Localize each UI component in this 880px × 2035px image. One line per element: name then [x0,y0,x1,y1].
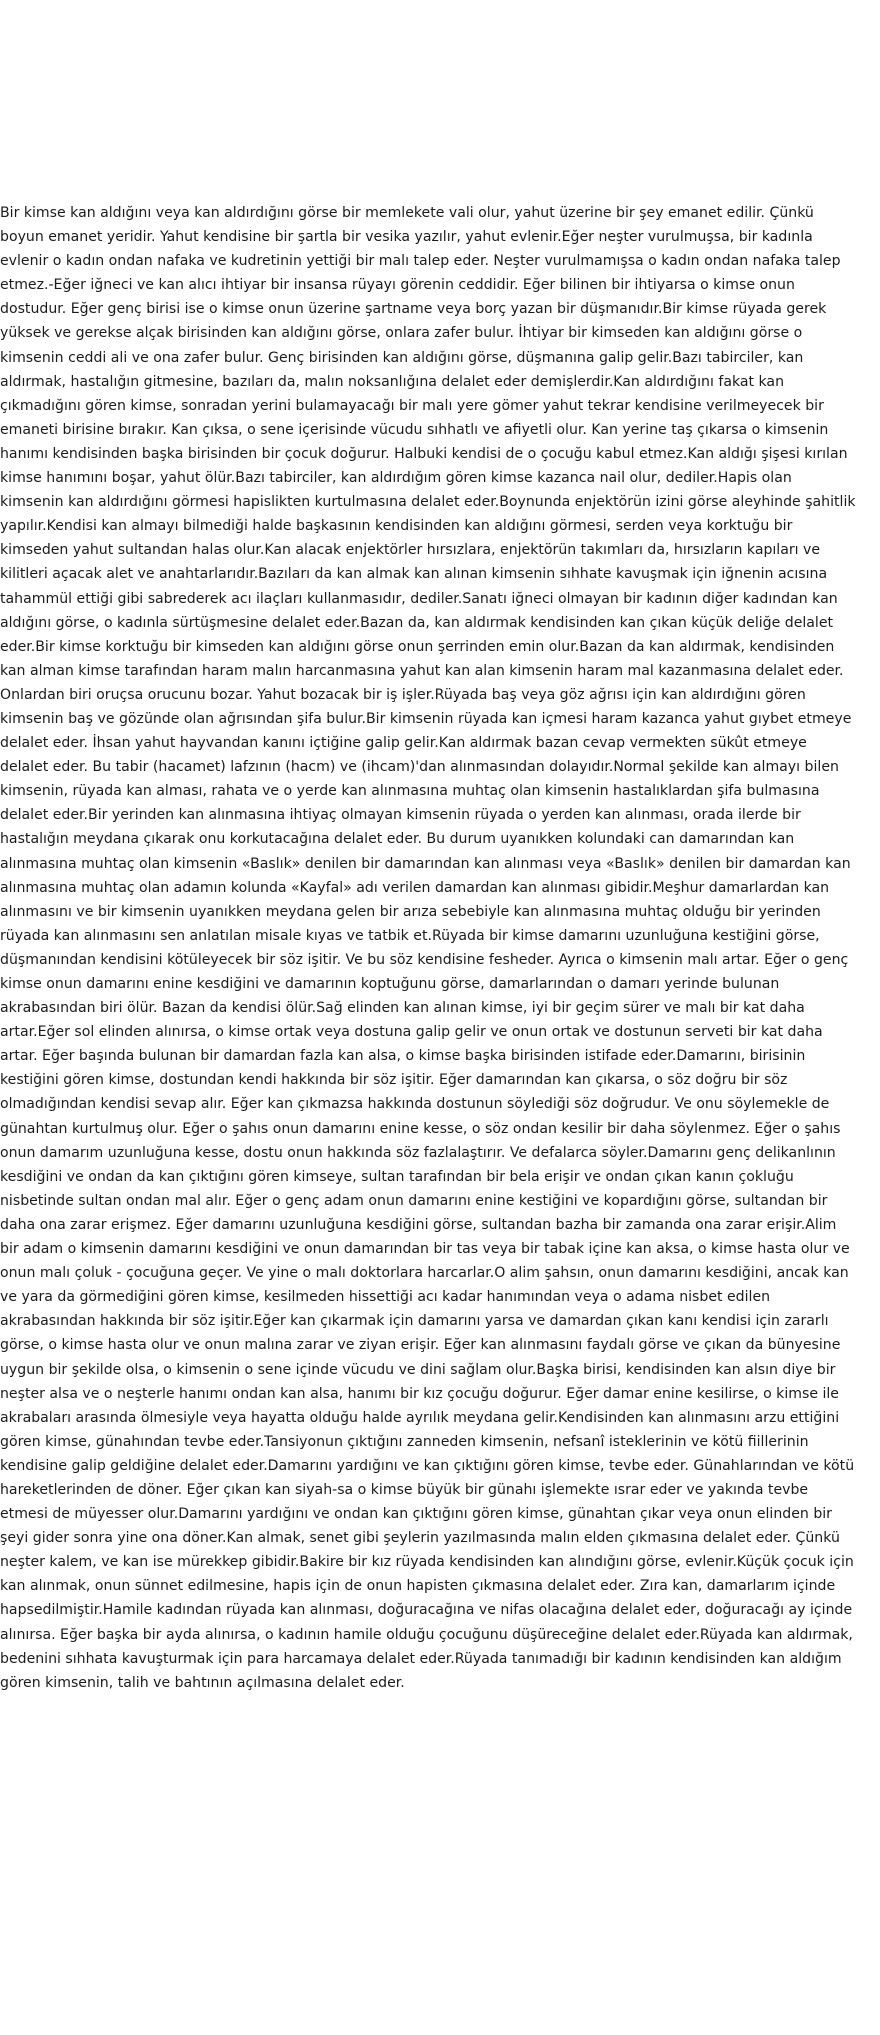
article-body: Bir kimse kan aldığını veya kan aldırdığını görse bir memlekete vali olur, yahut üzerine bir şey emanet edilir. Çünkü boyun emanet yeridir. Yahut kendisine bir şartla bir vesika yazılır, yahut evlenir.Eğer neşter vurulmuşsa, bir kadınla evlenir o kadın ondan nafaka ve kudretinin yettiği bir malı talep eder. Neşter vurulmamışsa o kadın ondan nafaka talep etmez.-Eğer iğneci ve kan alıcı ihtiyar bir insansa rüyayı görenin ceddidir. Eğer bilinen bir ihtiyarsa o kimse onun dostudur. Eğer genç birisi ise o kimse onun üzerine şartname veya borç yazan bir düşmanıdır.Bir kimse rüyada gerek yüksek ve gerekse alçak birisinden kan aldığını görse, onlara zafer bulur. İhtiyar bir kimseden kan aldığını görse o kimsenin ceddi ali ve ona zafer bulur. Genç birisinden kan aldığını görse, düşmanına galip gelir.Bazı tabirciler, kan aldırmak, hastalığın gitmesine, bazıları da, malın noksanlığına delalet eder demişlerdir.Kan aldırdığını fakat kan çıkmadığını gören kimse, sonradan yerini bulamayacağı bir malı yere gömer yahut tekrar kendisine verilmeyecek bir emaneti birisine bırakır. Kan çıksa, o sene içerisinde vücudu sıhhatlı ve afiyetli olur. Kan yerine taş çıkarsa o kimsenin hanımı kendisinden başka birisinden bir çocuk doğurur. Halbuki kendisi de o çocuğu kabul etmez.Kan aldığı şişesi kırılan kimse hanımını boşar, yahut ölür.Bazı tabirciler, kan aldırdığım gören kimse kazanca nail olur, dediler.Hapis olan kimsenin kan aldırdığını görmesi hapislikten kurtulmasına delalet eder.Boynunda enjektörün izini görse aleyhinde şahitlik yapılır.Kendisi kan almayı bilmediği halde başkasının kendisinden kan aldığını görmesi, serden veya korktuğu bir kimseden yahut sultandan halas olur.Kan alacak enjektörler hırsızlara, enjektörün takımları da, hırsızların kapıları ve kilitleri açacak alet ve anahtarlarıdır.Bazıları da kan almak kan alınan kimsenin sıhhate kavuşmak için iğnenin acısına tahammül ettiği gibi sabrederek acı ilaçları kullanmasıdır, dediler.Sanatı iğneci olmayan bir kadının diğer kadından kan aldığını görse, o kadınla sürtüşmesine delalet eder.Bazan da, kan aldırmak kendisinden kan çıkan küçük deliğe delalet eder.Bir kimse korktuğu bir kimseden kan aldığını görse onun şerrinden emin olur.Bazan da kan aldırmak, kendisinden kan alman kimse tarafından haram malın harcanmasına yahut kan alan kimsenin haram mal kazanmasına delalet eder. Onlardan biri oruçsa orucunu bozar. Yahut bozacak bir iş işler.Rüyada baş veya göz ağrısı için kan aldırdığını gören kimsenin baş ve gözünde olan ağrısından şifa bulur.Bir kimsenin rüyada kan içmesi haram kazanca yahut gıybet etmeye delalet eder. İhsan yahut hayvandan kanını içtiğine galip gelir.Kan aldırmak bazan cevap vermekten sükût etmeye delalet eder. Bu tabir (hacamet) lafzının (hacm) ve (ihcam)'dan alınmasından dolayıdır.Normal şekilde kan almayı bilen kimsenin, rüyada kan alması, rahata ve o yerde kan alınmasına muhtaç olan kimsenin hastalıklardan şifa bulmasına delalet eder.Bir yerinden kan alınmasına ihtiyaç olmayan kimsenin rüyada o yerden kan alınması, orada ilerde bir hastalığın meydana çıkarak onu korkutacağına delalet eder. Bu durum uyanıkken kolundaki can damarından kan alınmasına muhtaç olan kimsenin «Baslık» denilen bir damarından kan alınması veya «Baslık» denilen bir damardan kan alınmasına muhtaç olan adamın kolunda «Kayfal» adı verilen damardan kan alınması gibidir.Meşhur damarlardan kan alınmasını ve bir kimsenin uyanıkken meydana gelen bir arıza sebebiyle kan alınmasına muhtaç olduğu bir yerinden rüyada kan alınmasını sen anlatılan misale kıyas ve tatbik et.Rüyada bir kimse damarını uzunluğuna kestiğini görse, düşmanından kendisini kötüleyecek bir söz işitir. Ve bu söz kendisine fesheder. Ayrıca o kimsenin malı artar. Eğer o genç kimse onun damarını enine kesdiğini ve damarının koptuğunu görse, damarlarından o damarı yerinde bulunan akrabasından biri ölür. Bazan da kendisi ölür.Sağ elinden kan alınan kimse, iyi bir geçim sürer ve malı bir kat daha artar.Eğer sol elinden alınırsa, o kimse ortak veya dostuna galip gelir ve onun ortak ve dostunun serveti bir kat daha artar. Eğer başında bulunan bir damardan fazla kan alsa, o kimse başka birisinden istifade eder.Damarını, birisinin kestiğini gören kimse, dostundan kendi hakkında bir söz işitir. Eğer damarından kan çıkarsa, o söz doğru bir söz olmadığından kendisi sevap alır. Eğer kan çıkmazsa hakkında dostunun söylediği söz doğrudur. Ve onu söylemekle de günahtan kurtulmuş olur. Eğer o şahıs onun damarını enine kesse, o söz ondan kesilir bir daha söylenmez. Eğer o şahıs onun damarım uzunluğuna kesse, dostu onun hakkında söz fazlalaştırır. Ve defalarca söyler.Damarını genç delikanlının kesdiğini ve ondan da kan çıktığını gören kimseye, sultan tarafından bir bela erişir ve ondan çıkan kanın çokluğu nisbetinde sultan ondan mal alır. Eğer o genç adam onun damarını enine kestiğini ve kopardığını görse, sultandan bir daha ona zarar erişmez. Eğer damarını uzunluğuna kesdiğini görse, sultandan bazha bir zamanda ona zarar erişir.Alim bir adam o kimsenin damarını kesdiğini ve onun damarından bir tas veya bir tabak içine kan aksa, o kimse hasta olur ve onun malı çoluk - çocuğuna geçer. Ve yine o malı doktorlara harcarlar.O alim şahsın, onun damarını kesdiğini, ancak kan ve yara da görmediğini gören kimse, kesilmeden hissettiği acı kadar hanımından veya o adama nisbet edilen akrabasından hakkında bir söz işitir.Eğer kan çıkarmak için damarını yarsa ve damardan çıkan kanı kendisi için zararlı görse, o kimse hasta olur ve onun malına zarar ve ziyan erişir. Eğer kan alınmasını faydalı görse ve çıkan da bünyesine uygun bir şekilde olsa, o kimsenin o sene içinde vücudu ve dini sağlam olur.Başka birisi, kendisinden kan alsın diye bir neşter alsa ve o neşterle hanımı ondan kan alsa, hanımı bir kız çocuğu doğurur. Eğer damar enine kesilirse, o kimse ile akrabaları arasında ölmesiyle veya hayatta olduğu halde ayrılık meydana gelir.Kendisinden kan alınmasını arzu ettiğini gören kimse, günahından tevbe eder.Tansiyonun çıktığını zanneden kimsenin, nefsanî isteklerinin ve kötü fiillerinin kendisine galip geldiğine delalet eder.Damarını yardığını ve kan çıktığını gören kimse, tevbe eder. Günahlarından ve kötü hareketlerinden de döner. Eğer çıkan kan siyah-sa o kimse büyük bir günahı işlemekte ısrar eder ve yakında tevbe etmesi de müyesser olur.Damarını yardığını ve ondan kan çıktığını gören kimse, günahtan çıkar veya onun elinden bir şeyi gider sonra yine ona döner.Kan almak, senet gibi şeylerin yazılmasında malın elden çıkmasına delalet eder. Çünkü neşter kalem, ve kan ise mürekkep gibidir.Bakire bir kız rüyada kendisinden kan alındığını görse, evlenir.Küçük çocuk için kan alınmak, onun sünnet edilmesine, hapis için de onun hapisten çıkmasına delalet eder. Zıra kan, damarlarım içinde hapsedilmiştir.Hamile kadından rüyada kan alınması, doğuracağına ve nifas olacağına delalet eder, doğuracağı ay içinde alınırsa. Eğer başka bir ayda alınırsa, o kadının hamile olduğu çocuğunu düşüreceğine delalet eder.Rüyada kan aldırmak, bedenini sıhhata kavuşturmak için para harcamaya delalet eder.Rüyada tanımadığı bir kadının kendisinden kan aldığım gören kimsenin, talih ve bahtının açılmasına delalet eder. [0,205,856,1691]
